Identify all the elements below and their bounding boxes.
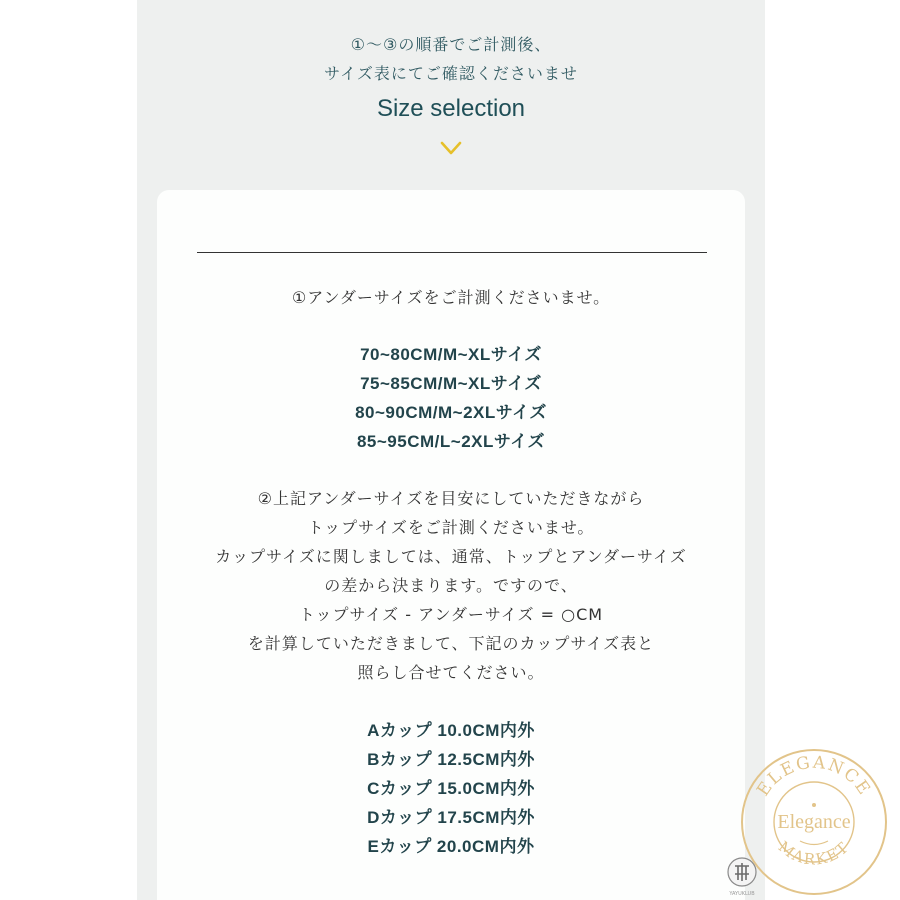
step2-line: 照らし合せてください。: [357, 663, 545, 682]
under-size-list: [157, 340, 745, 456]
step2-line: トップサイズをご計測くださいませ。: [307, 518, 595, 537]
small-logo-text: YAYUKLUB: [729, 891, 755, 897]
elegance-market-seal: [738, 746, 890, 898]
step2-line: トップサイズ - アンダーサイズ = ○CM: [298, 605, 604, 624]
cup-size-item: Dカップ 17.5CM内外: [367, 808, 535, 827]
seal-center-text: Elegance: [777, 811, 851, 833]
under-size-item: 80~90CM/M~2XLサイズ: [355, 403, 547, 422]
step2-line: を計算していただきまして、下記のカップサイズ表と: [247, 634, 655, 653]
step2-line: ②上記アンダーサイズを目安にしていただきながら: [257, 489, 645, 508]
cup-size-item: Eカップ 20.0CM内外: [367, 837, 535, 856]
intro-line: ①～③の順番でご計測後、: [350, 35, 552, 54]
chevron-down-icon: [439, 140, 463, 156]
cup-size-list: [157, 716, 745, 861]
under-size-item: 85~95CM/L~2XLサイズ: [356, 432, 546, 451]
seal-ornament-icon: [812, 803, 816, 807]
seal-top-text: ELEGANCE: [753, 752, 875, 800]
step2-instruction: [157, 484, 745, 687]
cup-size-item: Aカップ 10.0CM内外: [367, 721, 535, 740]
cup-size-item: Bカップ 12.5CM内外: [367, 750, 535, 769]
divider: [197, 252, 707, 253]
seal-flourish-icon: [800, 841, 828, 845]
step2-line: カップサイズに関しましては、通常、トップとアンダーサイズ: [215, 547, 687, 566]
step1-instruction: ①アンダーサイズをご計測くださいませ。: [291, 288, 611, 307]
seal-bottom-text: MARKET: [774, 837, 854, 869]
step2-line: の差から決まります。ですので、: [324, 576, 578, 595]
under-size-item: 75~85CM/M~XLサイズ: [360, 374, 542, 393]
cup-size-item: Cカップ 15.0CM内外: [367, 779, 535, 798]
intro-line: サイズ表にてご確認くださいませ: [324, 64, 578, 83]
intro-text: [137, 30, 765, 88]
under-size-item: 70~80CM/M~XLサイズ: [360, 345, 542, 364]
section-title: Size selection: [376, 95, 526, 122]
